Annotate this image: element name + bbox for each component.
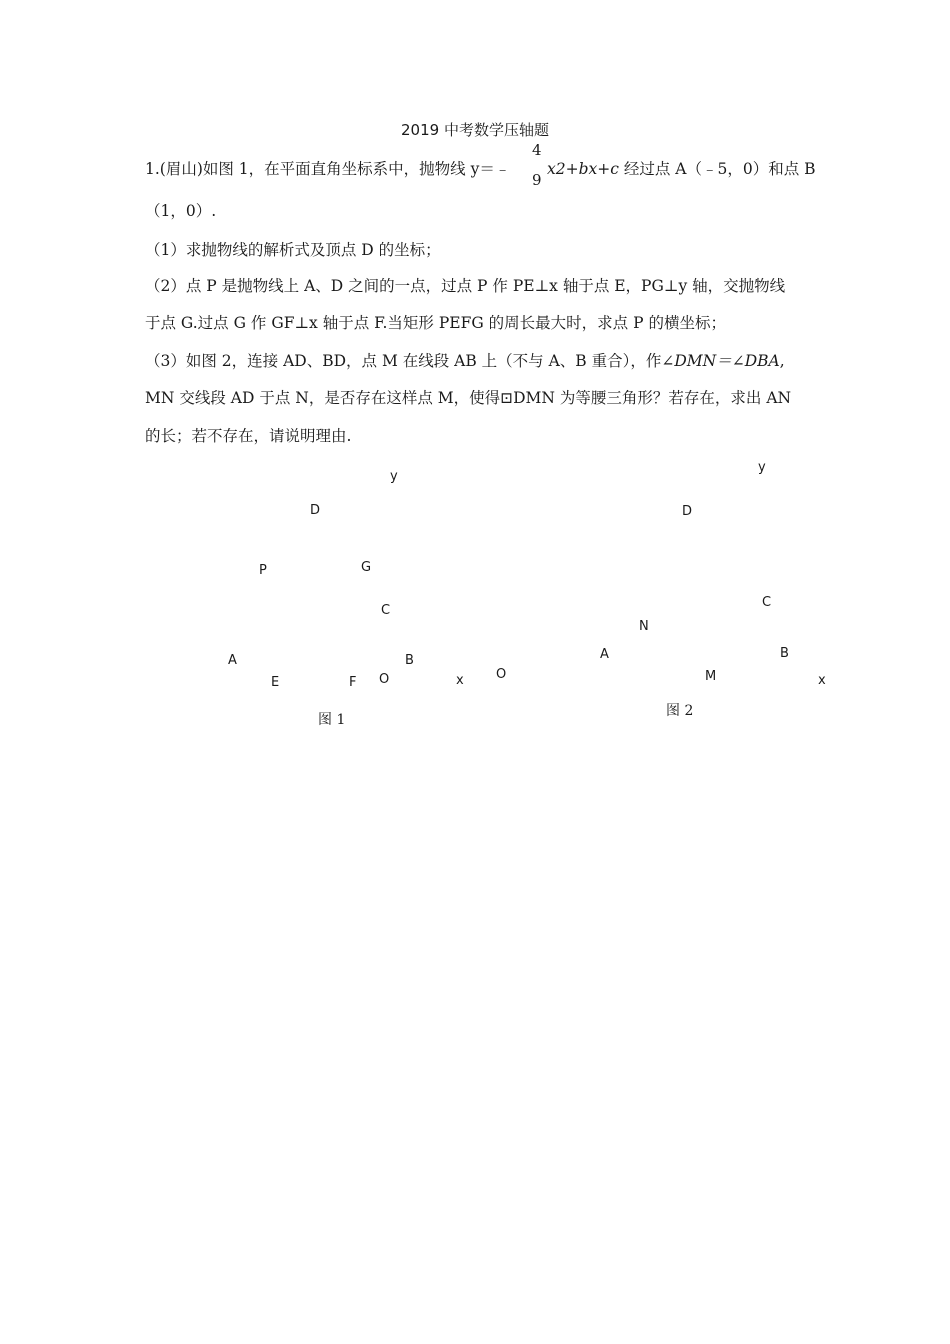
fraction-denominator: 9 [532,171,542,189]
fig2-label-y: y [758,460,766,475]
problem-line-1 [145,157,510,179]
page-title: 2019 中考数学压轴题 [401,121,549,139]
question-1: （1）求抛物线的解析式及顶点 D 的坐标； [145,241,441,259]
fig1-label-O: O [379,672,390,687]
fig1-label-F: F [349,675,357,690]
question-3-line-3: 的长；若不存在，请说明理由. [145,427,352,445]
fig2-caption: 图 2 [666,703,694,719]
fig2-label-D: D [682,504,693,519]
fig2-label-M: M [705,669,717,684]
fig2-label-C: C [762,595,772,610]
formula: x2+bx+c [547,160,619,178]
fig1-label-A: A [228,653,237,668]
fig2-label-B: B [780,646,789,661]
fig2-label-A: A [600,647,609,662]
problem-line-2: （1，0）. [145,202,217,220]
q3-angle: ∠DMN＝∠DBA [661,352,780,370]
line1-prefix: 1.(眉山)如图 1，在平面直角坐标系中，抛物线 y＝﹣ [145,160,511,178]
fig1-label-C: C [381,603,391,618]
fig1-caption: 图 1 [318,712,346,728]
line1-suffix: 经过点 A（﹣5，0）和点 B [618,160,816,178]
question-3-line-1 [145,349,785,371]
fig1-label-x: x [456,673,464,688]
problem-line-1-rest [547,157,816,179]
fig1-label-P: P [259,563,267,578]
fig1-label-y: y [390,469,398,484]
q3-suffix: , [779,352,785,370]
question-2-line-1: （2）点 P 是抛物线上 A、D 之间的一点，过点 P 作 PE⊥x 轴于点 E，PG⊥y 轴，交抛物线 [145,277,786,295]
fig2-label-N: N [639,619,649,634]
fig1-label-E: E [271,675,280,690]
fraction-numerator: 4 [532,141,542,159]
question-2-line-2: 于点 G.过点 G 作 GF⊥x 轴于点 F.当矩形 PEFG 的周长最大时，求点 P 的横坐标； [145,314,726,332]
fig1-label-D: D [310,503,321,518]
question-3-line-2: MN 交线段 AD 于点 N，是否存在这样点 M，使得⊡DMN 为等腰三角形？若存在，求出 AN [145,389,792,407]
fig2-label-x: x [818,673,826,688]
fig1-label-B: B [405,653,414,668]
q3-prefix: （3）如图 2，连接 AD、BD，点 M 在线段 AB 上（不与 A、B 重合），作 [145,352,662,370]
fig1-label-G: G [361,560,372,575]
fig1-label-O2: O [496,667,507,682]
